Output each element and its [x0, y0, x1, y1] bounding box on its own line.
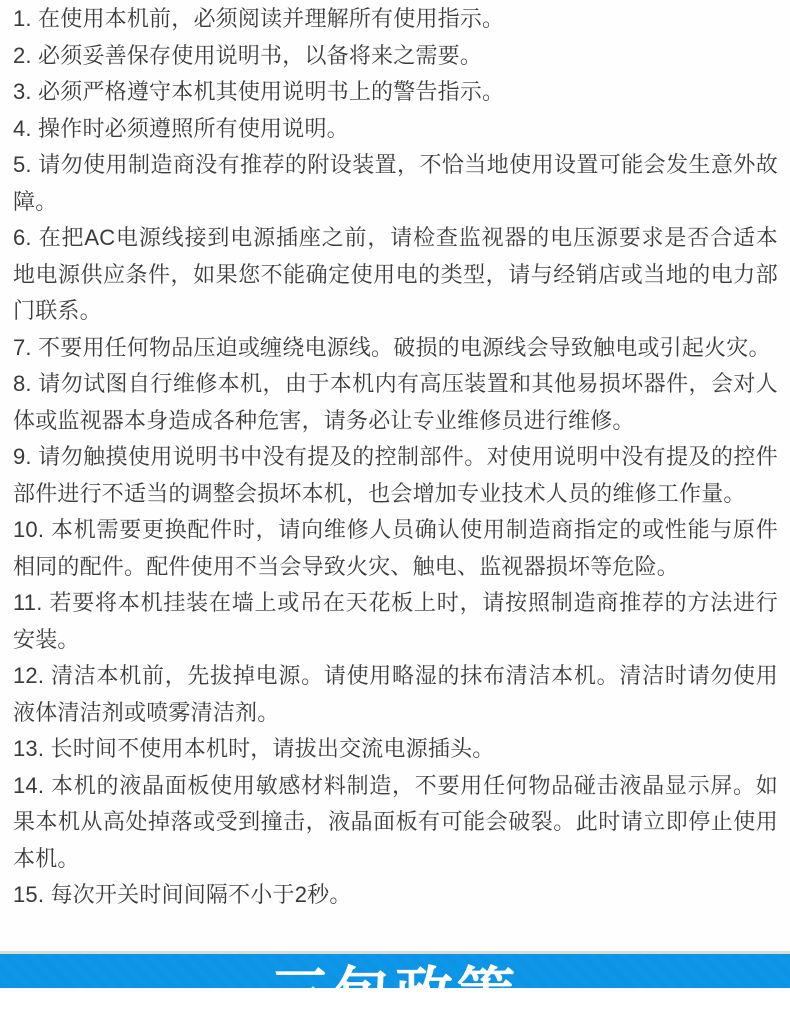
- instruction-item-14: 14. 本机的液晶面板使用敏感材料制造，不要用任何物品碰击液晶显示屏。如果本机从高处掉落或受到撞击，液晶面板有可能会破裂。此时请立即停止使用本机。: [13, 772, 778, 871]
- instruction-item-13: 13. 长时间不使用本机时，请拔出交流电源插头。: [13, 736, 495, 761]
- instruction-item-12: 12. 清洁本机前，先拔掉电源。请使用略湿的抹布清洁本机。清洁时请勿使用液体清洁剂或喷雾清洁剂。: [13, 663, 778, 725]
- instruction-item-4: 4. 操作时必须遵照所有使用说明。: [13, 115, 349, 141]
- instruction-item-10: 10. 本机需要更换配件时，请向维修人员确认使用制造商指定的或性能与原件相同的配件。配件使用不当会导致火灾、触电、监视器损坏等危险。: [13, 517, 778, 579]
- instruction-item-15: 15. 每次开关时间间隔不小于2秒。: [13, 882, 352, 907]
- instruction-item-6: 6. 在把AC电源线接到电源插座之前，请检查监视器的电压源要求是否合适本地电源供应条件，如果您不能确定使用电的类型，请与经销店或当地的电力部门联系。: [13, 225, 778, 323]
- instruction-item-3: 3. 必须严格遵守本机其使用说明书上的警告指示。: [13, 79, 505, 104]
- instruction-item-11: 11. 若要将本机挂装在墙上或吊在天花板上时，请按照制造商推荐的方法进行安装。: [13, 590, 778, 652]
- section-banner-title: 三包政策: [270, 962, 519, 1027]
- instruction-item-1: 1. 在使用本机前，必须阅读并理解所有使用指示。: [13, 6, 505, 31]
- instruction-item-9: 9. 请勿触摸使用说明书中没有提及的控制部件。对使用说明中没有提及的控件部件进行不适当的调整会损坏本机，也会增加专业技术人员的维修工作量。: [13, 444, 778, 506]
- section-banner: [0, 951, 790, 1027]
- instruction-item-7: 7. 不要用任何物品压迫或缠绕电源线。破损的电源线会导致触电或引起火灾。: [13, 334, 771, 360]
- instruction-item-5: 5. 请勿使用制造商没有推荐的附设装置，不恰当地使用设置可能会发生意外故障。: [13, 152, 778, 214]
- instruction-item-2: 2. 必须妥善保存使用说明书，以备将来之需要。: [13, 42, 483, 68]
- instruction-item-8: 8. 请勿试图自行维修本机，由于本机内有高压装置和其他易损坏器件，会对人体或监视器本身造成各种危害，请务必让专业维修员进行维修。: [13, 371, 778, 433]
